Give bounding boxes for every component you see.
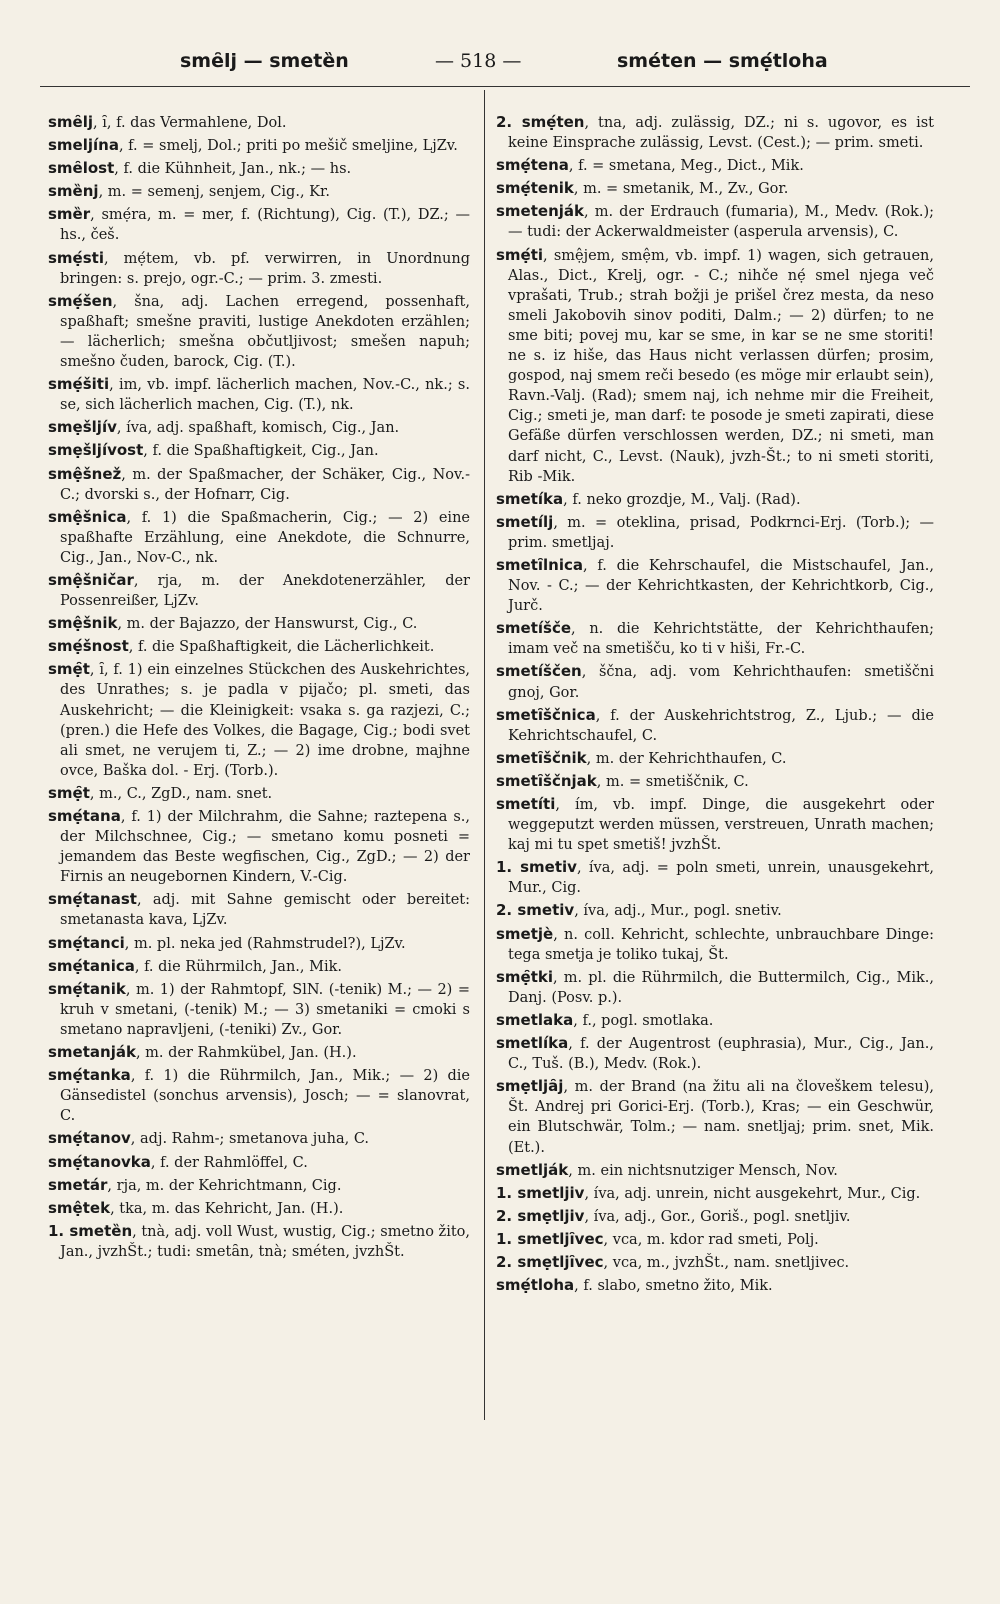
entry-headword: smệšničar: [48, 570, 134, 589]
entry-headword: smetȋlnica: [496, 555, 584, 574]
entry-headword: 2. smetiv: [496, 901, 575, 920]
dictionary-entry: [496, 489, 934, 510]
entry-headword: smetȋščnjak: [496, 771, 597, 790]
entry-definition: , f. neko grozdje, M., Valj. (Rad).: [563, 491, 801, 508]
entry-definition: , f. 1) die Spaßmacherin, Cig.; — 2) eine spaßhafte Erzählung, eine Anekdote, die Schnurre, Cig., Jan., Nov-C., nk.: [60, 509, 470, 566]
entry-headword: smẹ́šen: [48, 291, 113, 310]
entry-definition: , n. coll. Kehricht, schlechte, unbrauchbare Dinge: tega smetja je toliko tukaj, Št.: [508, 926, 934, 963]
entry-definition: , f. = smelj, Dol.; priti po mešič smeljine, LjZv.: [118, 138, 458, 155]
page-number: — 518 —: [435, 50, 522, 72]
entry-definition: , tka, m. das Kehricht, Jan. (H.).: [110, 1200, 344, 1217]
dictionary-entry: [48, 1042, 470, 1063]
entry-definition: , f. slabo, smetno žito, Mik.: [574, 1278, 773, 1295]
dictionary-entry: [496, 924, 934, 965]
entry-headword: 2. smẹ́ten: [496, 113, 585, 131]
entry-definition: , rja, m. der Anekdotenerzähler, der Possenreißer, LjZv.: [60, 572, 470, 610]
dictionary-entry: [496, 1183, 934, 1204]
entry-definition: , íva, adj. spaßhaft, komisch, Cig., Jan.: [116, 420, 400, 437]
entry-headword: smẹšljív: [48, 418, 117, 437]
dictionary-entry: [496, 245, 934, 487]
dictionary-entry: [48, 1128, 470, 1149]
entry-headword: smȅnj: [48, 182, 99, 201]
entry-definition: , f. = smetana, Meg., Dict., Mik.: [568, 158, 804, 175]
entry-definition: , adj. Rahm-; smetanova juha, C.: [130, 1131, 370, 1148]
entry-definition: , íva, adj., Gor., Goriš., pogl. snetljiv.: [584, 1208, 851, 1225]
entry-definition: , f. der Rahmlöffel, C.: [150, 1154, 308, 1171]
entry-definition: , m. = smetanik, M., Zv., Gor.: [573, 181, 789, 198]
dictionary-entry: [48, 979, 470, 1040]
entry-definition: , smệjem, smệm, vb. impf. 1) wagen, sich getrauen, Alas., Dict., Krelj, ogr. - C.; nihče nẹ́ smel njega več vprašati, Trub.; strah božji je prišel črez mesta, da neso smeli Jakobovih sinov poditi, Dalm.; — 2) dürfen; to ne sme biti; povej mu, kar se sme, in kar se ne sme storiti! ne s. iz hiše, das Haus nicht verlassen dürfen; prosim, gospod, naj smem reči besedo (es möge mir erlaubt sein), Ravn.-Valj. (Rad); smem naj, ich nehme mir die Freiheit, Cig.; smeti je, man darf: te posode je smeti zapirati, diese Gefäße dürfen verschlossen werden, DZ.; ni smeti, man darf nicht, C., Levst. (Nauk), jvzh-Št.; to ni smeti storiti, Rib -Mik.: [508, 247, 934, 485]
entry-definition: , f. 1) die Rührmilch, Jan., Mik.; — 2) die Gänsedistel (sonchus arvensis), Josch; — = slanovrat, C.: [60, 1068, 470, 1125]
dictionary-entry: [496, 112, 934, 153]
dictionary-entry: [48, 1221, 470, 1262]
entry-headword: smetlaka: [496, 1010, 574, 1029]
entry-definition: , šna, adj. Lachen erregend, possenhaft, spaßhaft; smešne praviti, lustige Anekdoten erzählen; — lächerlich; smešna občutljivost; smešen napuh; smešno čuden, barock, Cig. (T.).: [60, 293, 470, 371]
entry-headword: smệšnež: [48, 464, 122, 483]
column-divider: [484, 90, 485, 1420]
dictionary-entry: [48, 783, 470, 804]
dictionary-entry: [496, 1033, 934, 1074]
dictionary-entry: [496, 1010, 934, 1031]
dictionary-entry: [496, 705, 934, 746]
dictionary-entry: [48, 112, 470, 133]
entry-headword: smetanják: [48, 1043, 136, 1062]
entry-definition: , m. der Brand (na žitu ali na človeškem telesu), Št. Andrej pri Gorici-Erj. (Torb.), Kras; — ein Geschwür, ein Blutschwär, Tolm.; — nam. snetljaj; prim. snet, Mik. (Et.).: [508, 1079, 934, 1156]
dictionary-entry: [48, 1198, 470, 1219]
entry-headword: smẹ́tena: [496, 156, 569, 175]
entry-headword: smẹ́tanov: [48, 1129, 131, 1148]
entry-headword: 1. smetljiv: [496, 1183, 585, 1202]
entry-definition: , f., pogl. smotlaka.: [573, 1012, 714, 1029]
entry-definition: , mẹ́tem, vb. pf. verwirren, in Unordnung bringen: s. prejo, ogr.-C.; — prim. 3. zmesti.: [60, 250, 470, 287]
entry-headword: smẹ́tanovka: [48, 1152, 151, 1171]
entry-definition: , adj. mit Sahne gemischt oder bereitet: smetanasta kava, LjZv.: [60, 892, 470, 929]
entry-definition: , vca, m. kdor rad smeti, Polj.: [603, 1231, 819, 1248]
entry-definition: , n. die Kehrichtstätte, der Kehrichthaufen; imam več na smetišču, ko ti v hiši, Fr.-C.: [508, 621, 934, 658]
entry-definition: , ščna, adj. vom Kehrichthaufen: smetiščni gnoj, Gor.: [508, 664, 934, 701]
entry-definition: , m. = semenj, senjem, Cig., Kr.: [98, 184, 330, 201]
entry-definition: , vca, m., jvzhŠt., nam. snetljivec.: [603, 1254, 850, 1271]
entry-definition: , im, vb. impf. lächerlich machen, Nov.-C., nk.; s. se, sich lächerlich machen, Cig. (T.), nk.: [60, 377, 470, 414]
dictionary-entry: [48, 956, 470, 977]
entry-definition: , íva, adj. = poln smeti, unrein, unausgekehrt, Mur., Cig.: [508, 860, 934, 897]
dictionary-entry: [48, 158, 470, 179]
entry-headword: smẹ̑t: [48, 660, 90, 679]
dictionary-entry: [48, 291, 470, 372]
entry-headword: smẹ́tanci: [48, 933, 125, 952]
dictionary-entry: [496, 512, 934, 553]
left-column: [48, 112, 470, 1264]
dictionary-entry: [496, 967, 934, 1008]
entry-definition: , m. 1) der Rahmtopf, SlN. (-tenik) M.; — 2) = kruh v smetani, (-tenik) M.; — 3) smetaniki = cmoki s smetano napravljeni, (-teniki) Zv., Gor.: [60, 981, 470, 1038]
dictionary-entry: [496, 1275, 934, 1296]
entry-definition: , f. die Rührmilch, Jan., Mik.: [134, 958, 342, 975]
dictionary-entry: [48, 636, 470, 657]
entry-definition: , m. der Kehrichthaufen, C.: [586, 750, 787, 767]
entry-headword: smȅr: [48, 205, 91, 224]
dictionary-entry: [48, 417, 470, 438]
entry-headword: smẹtljȃj: [496, 1077, 564, 1096]
entry-headword: 2. smẹtljȋvec: [496, 1252, 604, 1271]
entry-headword: 1. smetȅn: [48, 1221, 133, 1240]
entry-definition: , f. die Kehrschaufel, die Mistschaufel, Jan., Nov. - C.; — der Kehrichtkasten, der Kehrichtkorb, Cig., Jurč.: [508, 557, 934, 615]
entry-definition: , m. ein nichtsnutziger Mensch, Nov.: [568, 1162, 838, 1179]
entry-headword: smẹ́šnost: [48, 637, 129, 656]
header-left-range: smȇlj — smetȅn: [180, 50, 349, 72]
entry-definition: , ȋ, f. das Vermahlene, Dol.: [93, 115, 287, 131]
entry-definition: , m. der Erdrauch (fumaria), M., Medv. (Rok.); — tudi: der Ackerwaldmeister (asperula arvensis), C.: [508, 204, 934, 241]
dictionary-entry: [48, 374, 470, 415]
dictionary-entry: [496, 155, 934, 176]
dictionary-entry: [48, 1152, 470, 1173]
dictionary-entry: [496, 661, 934, 702]
entry-definition: , m. der Spaßmacher, der Schäker, Cig., Nov.-C.; dvorski s., der Hofnarr, Cig.: [60, 466, 470, 503]
dictionary-entry: [496, 178, 934, 199]
dictionary-entry: [48, 464, 470, 505]
dictionary-entry: [48, 204, 470, 245]
dictionary-entry: [48, 889, 470, 930]
entry-headword: smetȋščnik: [496, 748, 587, 767]
entry-definition: , m., C., ZgD., nam. snet.: [89, 785, 273, 802]
entry-headword: smeljína: [48, 136, 119, 155]
dictionary-entry: [496, 1206, 934, 1227]
entry-headword: smệšnik: [48, 614, 118, 633]
entry-definition: , f. der Auskehrichtstrog, Z., Ljub.; — die Kehrichtschaufel, C.: [508, 707, 934, 744]
dictionary-entry: [48, 933, 470, 954]
entry-headword: smẹ́šiti: [48, 375, 110, 394]
dictionary-entry: [48, 570, 470, 611]
entry-headword: smetjè: [496, 924, 554, 943]
dictionary-entry: [496, 1252, 934, 1273]
dictionary-entry: [48, 248, 470, 289]
entry-headword: smetenják: [496, 202, 584, 221]
entry-headword: smetíščen: [496, 662, 582, 681]
entry-headword: smẹ́tloha: [496, 1276, 575, 1295]
dictionary-entry: [496, 794, 934, 855]
entry-headword: smẹšljívost: [48, 441, 144, 460]
header-right-range: sméten — smẹ́tloha: [617, 50, 828, 72]
dictionary-entry: [48, 1175, 470, 1196]
entry-definition: , f. die Kühnheit, Jan., nk.; — hs.: [114, 161, 352, 178]
dictionary-entry: [496, 900, 934, 921]
entry-headword: smetȋščnica: [496, 705, 596, 724]
dictionary-entry: [496, 771, 934, 792]
dictionary-entry: [496, 1229, 934, 1250]
dictionary-entry: [48, 181, 470, 202]
entry-headword: smȇlost: [48, 159, 115, 178]
entry-definition: , íva, adj. unrein, nicht ausgekehrt, Mur., Cig.: [584, 1185, 921, 1202]
entry-definition: , f. der Augentrost (euphrasia), Mur., Cig., Jan., C., Tuš. (B.), Medv. (Rok.).: [508, 1036, 934, 1073]
entry-definition: , f. 1) der Milchrahm, die Sahne; raztepena s., der Milchschnee, Cig.; — smetano komu posneti = jemandem das Beste wegfischen, Cig., ZgD.; — 2) der Firnis an neugebornen Kindern, V.-Cig.: [60, 809, 470, 886]
entry-headword: smetíka: [496, 489, 564, 508]
dictionary-entry: [496, 857, 934, 898]
dictionary-entry: [496, 1160, 934, 1181]
entry-headword: smȇlj: [48, 113, 94, 131]
dictionary-entry: [48, 659, 470, 781]
entry-headword: smetlják: [496, 1160, 569, 1179]
entry-headword: smẹ́tanast: [48, 890, 137, 909]
entry-headword: smẹ́tanka: [48, 1066, 131, 1085]
entry-headword: smetlíka: [496, 1034, 569, 1053]
entry-headword: smẹ̑t: [48, 783, 90, 802]
dictionary-entry: [48, 806, 470, 887]
entry-definition: , rja, m. der Kehrichtmann, Cig.: [107, 1177, 342, 1194]
right-column: [496, 112, 934, 1298]
dictionary-entry: [48, 135, 470, 156]
entry-definition: , tna, adj. zulässig, DZ.; ni s. ugovor, es ist keine Einsprache zulässig, Levst. (Cest.); — prim. smeti.: [508, 115, 934, 152]
entry-headword: 1. smetiv: [496, 858, 577, 877]
entry-headword: smetíti: [496, 795, 556, 813]
entry-definition: , f. die Spaßhaftigkeit, Cig., Jan.: [143, 443, 379, 460]
entry-definition: , m. der Bajazzo, der Hanswurst, Cig., C.: [117, 616, 418, 633]
entry-definition: , smẹ́ra, m. = mer, f. (Richtung), Cig. (T.), DZ.; — hs., češ.: [60, 207, 470, 244]
dictionary-entry: [48, 1065, 470, 1126]
dictionary-entry: [48, 440, 470, 461]
entry-definition: , ȋ, f. 1) ein einzelnes Stückchen des Auskehrichtes, des Unrathes; s. je padla v pijačo; pl. smeti, das Auskehricht; — die Kleinigkeit: vsaka s. ga razjezi, C.; (pren.) die Hefe des Volkes, die Bagage, Cig.; bodi svet ali smet, ne verujem ti, Z.; — 2) ime drobne, majhne ovce, Baška dol. - Erj. (Torb.).: [60, 662, 470, 779]
dictionary-entry: [496, 555, 934, 616]
entry-definition: , m. pl. die Rührmilch, die Buttermilch, Cig., Mik., Danj. (Posv. p.).: [508, 969, 934, 1006]
entry-definition: , ím, vb. impf. Dinge, die ausgekehrt oder weggeputzt werden müssen, verstreuen, Unrath machen; kaj mi tu spet smetiš! jvzhŠt.: [508, 797, 934, 854]
dictionary-entry: [48, 507, 470, 568]
entry-definition: , tnà, adj. voll Wust, wustig, Cig.; smetno žito, Jan., jvzhŠt.; tudi: smetȃn, tnà; sméten, jvzhŠt.: [60, 1223, 470, 1260]
entry-definition: , m. der Rahmkübel, Jan. (H.).: [135, 1045, 357, 1062]
entry-headword: smệtek: [48, 1198, 111, 1217]
entry-headword: smetílj: [496, 512, 554, 531]
entry-definition: , f. die Spaßhaftigkeit, die Lächerlichkeit.: [128, 639, 435, 656]
entry-definition: , m. = oteklina, prisad, Podkrnci-Erj. (Torb.); — prim. smetljaj.: [508, 514, 934, 551]
entry-definition: , m. pl. neka jed (Rahmstrudel?), LjZv.: [124, 935, 406, 952]
entry-definition: , m. = smetiščnik, C.: [596, 773, 749, 790]
entry-headword: smẹ́tanica: [48, 956, 135, 975]
entry-headword: smẹ́tana: [48, 807, 121, 825]
entry-headword: smẹ́sti: [48, 248, 104, 267]
entry-definition: , íva, adj., Mur., pogl. snetiv.: [574, 903, 782, 920]
entry-headword: 1. smetljȋvec: [496, 1229, 604, 1248]
entry-headword: smetíšče: [496, 619, 572, 638]
dictionary-entry: [496, 201, 934, 242]
entry-headword: smetár: [48, 1175, 108, 1194]
entry-headword: 2. smẹtljiv: [496, 1206, 585, 1225]
entry-headword: smẹ́tanik: [48, 979, 126, 998]
dictionary-entry: [496, 1076, 934, 1157]
entry-headword: smẹ̑tki: [496, 967, 554, 986]
dictionary-entry: [496, 618, 934, 659]
entry-headword: smệšnica: [48, 507, 127, 526]
header-rule: [40, 86, 970, 87]
dictionary-entry: [496, 748, 934, 769]
page-header: [40, 44, 970, 84]
entry-headword: smẹ́ti: [496, 245, 544, 264]
dictionary-entry: [48, 613, 470, 634]
entry-headword: smẹ́tenik: [496, 179, 574, 198]
